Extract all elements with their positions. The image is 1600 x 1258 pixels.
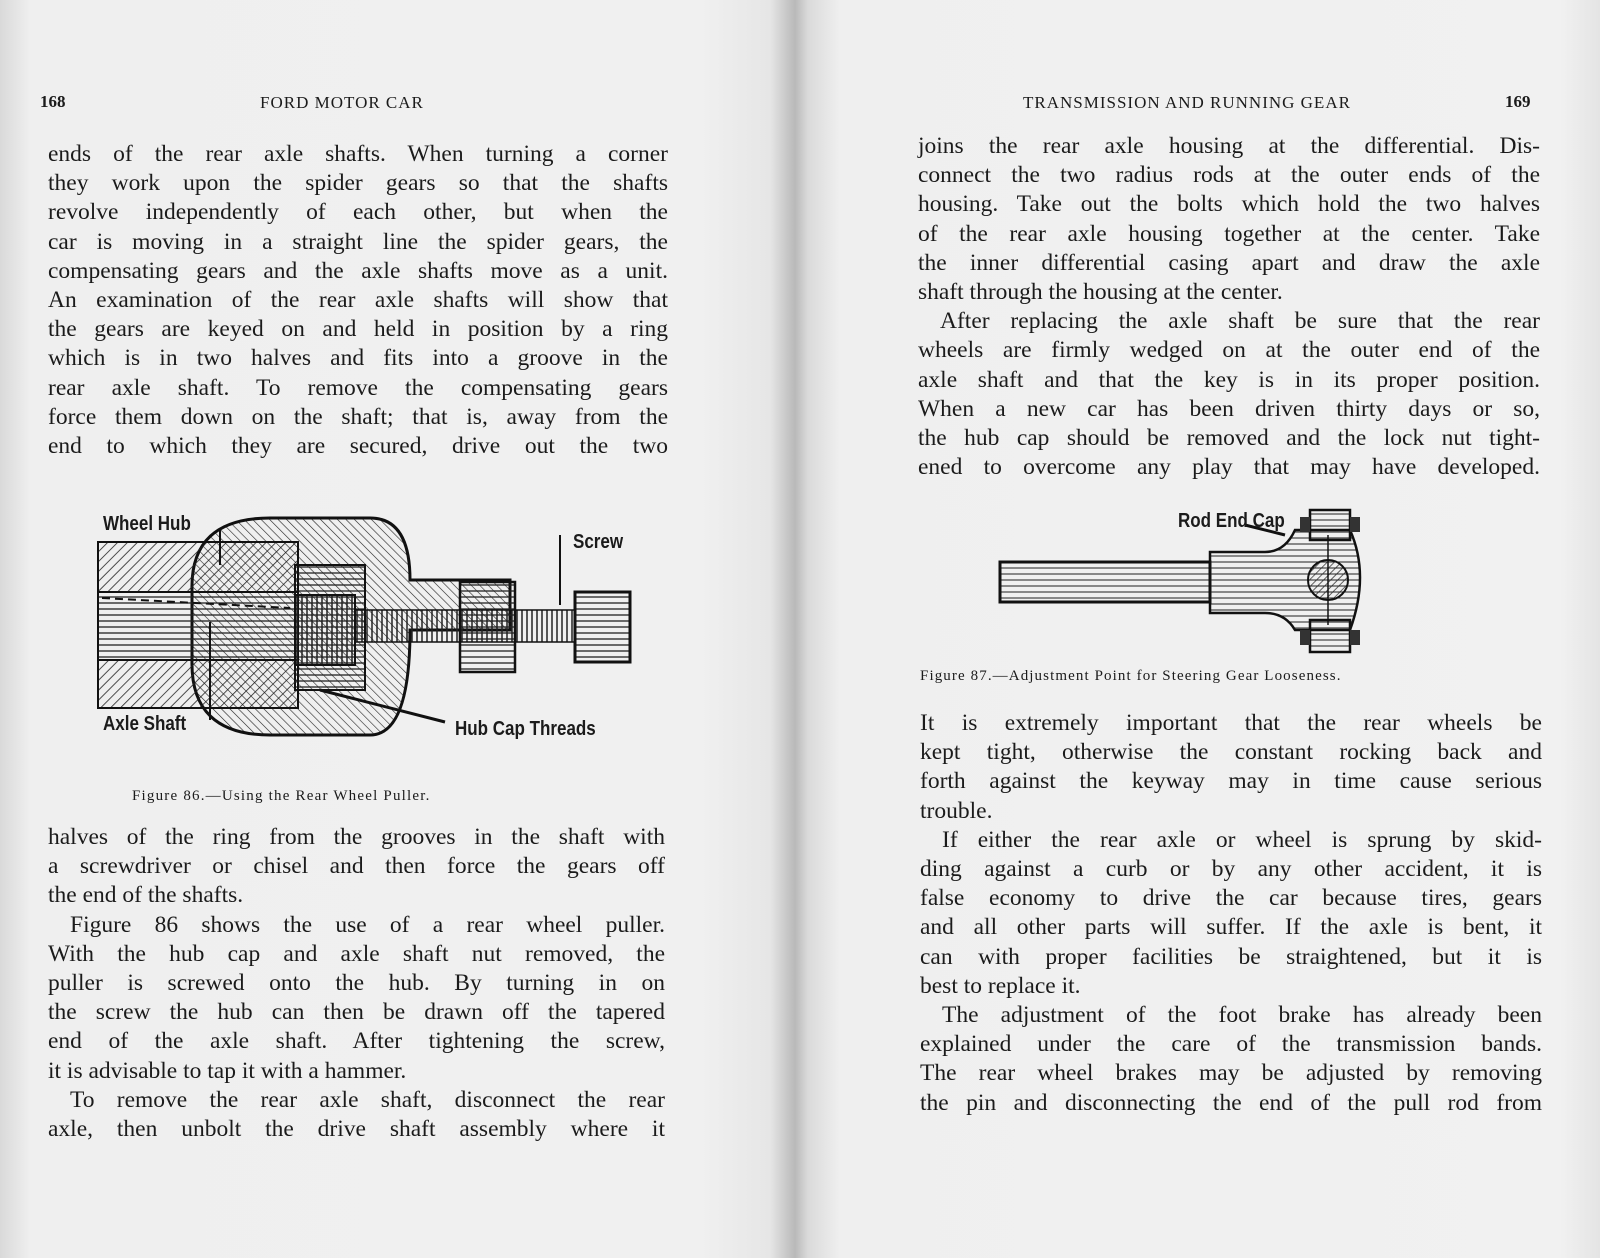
text-line: To remove the rear axle shaft, disconnect the rear (70, 1086, 665, 1113)
text-line: After replacing the axle shaft be sure that the rear (940, 308, 1540, 335)
text-line: end of the axle shaft. After tightening the screw, (48, 1028, 665, 1055)
text-line: it is advisable to tap it with a hammer. (48, 1057, 407, 1084)
label-screw: Screw (573, 531, 624, 553)
text-line: the hub cap should be removed and the lock nut tight- (918, 425, 1540, 451)
label-wheel-hub: Wheel Hub (103, 513, 191, 535)
text-line: which is in two halves and fits into a groove in the (48, 345, 668, 372)
text-line: trouble. (920, 797, 993, 824)
text-line: revolve independently of each other, but when the (48, 199, 668, 226)
label-hub-cap-threads: Hub Cap Threads (455, 718, 596, 740)
text-line: wheels are firmly wedged on at the outer end of the (918, 337, 1540, 364)
right-page (805, 0, 1600, 1258)
text-line: When a new car has been driven thirty days or so, (918, 395, 1540, 422)
text-line: kept tight, otherwise the constant rocking back and (920, 739, 1542, 766)
text-line: car is moving in a straight line the spider gears, the (48, 228, 668, 255)
text-line: The rear wheel brakes may be adjusted by removing (920, 1060, 1542, 1087)
text-line: joins the rear axle housing at the differential. Dis- (918, 133, 1540, 159)
label-axle-shaft: Axle Shaft (103, 713, 187, 735)
text-line: end to which they are secured, drive out the two (48, 433, 668, 459)
text-line: the pin and disconnecting the end of the pull rod from (920, 1089, 1542, 1116)
text-line: It is extremely important that the rear wheels be (920, 710, 1542, 736)
text-line: axle shaft and that the key is in its proper position. (918, 366, 1540, 393)
text-line: explained under the care of the transmission bands. (920, 1031, 1542, 1058)
text-line: halves of the ring from the grooves in the shaft with (48, 824, 665, 850)
text-line: false economy to drive the car because tires, gears (920, 885, 1542, 912)
figure-caption: Figure 86.—Using the Rear Wheel Puller. (132, 788, 431, 804)
text-line: and all other parts will suffer. If the axle is bent, it (920, 914, 1542, 941)
text-line: of the rear axle housing together at the center. Take (918, 220, 1540, 247)
text-line: forth against the keyway may in time cause serious (920, 768, 1542, 795)
page-number: 169 (1505, 92, 1531, 111)
text-line: the gears are keyed on and held in position by a ring (48, 316, 668, 343)
text-line: best to replace it. (920, 972, 1081, 999)
text-line: With the hub cap and axle shaft nut removed, the (48, 940, 665, 967)
label-rod-end-cap: Rod End Cap (1178, 510, 1285, 532)
text-line: compensating gears and the axle shafts move as a unit. (48, 257, 668, 284)
text-line: can with proper facilities be straightened, but it is (920, 943, 1542, 970)
text-line: ding against a curb or by any other accident, it is (920, 856, 1542, 882)
text-line: An examination of the rear axle shafts will show that (48, 287, 668, 313)
text-line: ends of the rear axle shafts. When turning a corner (48, 141, 668, 167)
text-line: the inner differential casing apart and draw the axle (918, 249, 1540, 276)
text-line: force them down on the shaft; that is, away from the (48, 403, 668, 430)
text-line: puller is screwed onto the hub. By turning in on (48, 970, 665, 996)
text-line: connect the two radius rods at the outer ends of the (918, 162, 1540, 189)
text-line: the screw the hub can then be drawn off the tapered (48, 999, 665, 1026)
figure-caption: Figure 87.—Adjustment Point for Steering Gear Looseness. (920, 668, 1342, 684)
text-line: the end of the shafts. (48, 882, 244, 909)
text-line: a screwdriver or chisel and then force the gears off (48, 853, 665, 880)
text-line: If either the rear axle or wheel is sprung by skid- (942, 826, 1542, 853)
text-line: ened to overcome any play that may have developed. (918, 454, 1540, 481)
text-line: they work upon the spider gears so that the shafts (48, 170, 668, 197)
text-line: rear axle shaft. To remove the compensating gears (48, 374, 668, 401)
page-number: 168 (40, 92, 66, 111)
text-line: The adjustment of the foot brake has already been (942, 1002, 1542, 1028)
text-line: shaft through the housing at the center. (918, 279, 1283, 305)
text-line: housing. Take out the bolts which hold the two halves (918, 191, 1540, 218)
text-line: axle, then unbolt the drive shaft assembly where it (48, 1116, 665, 1142)
running-head: FORD MOTOR CAR (260, 93, 424, 112)
running-head: TRANSMISSION AND RUNNING GEAR (1023, 93, 1351, 112)
text-line: Figure 86 shows the use of a rear wheel puller. (70, 911, 665, 938)
left-page (0, 0, 795, 1258)
